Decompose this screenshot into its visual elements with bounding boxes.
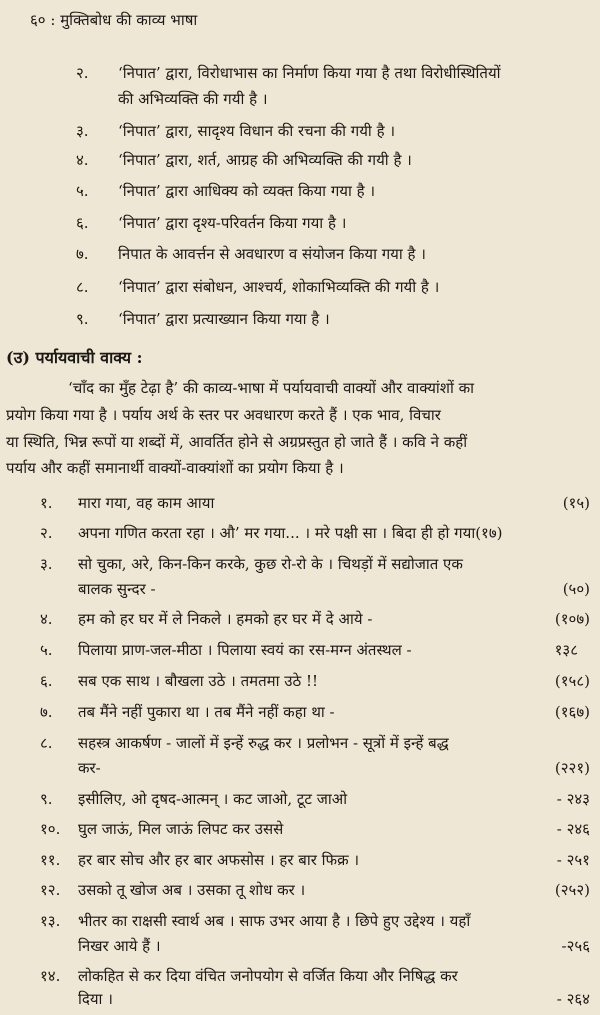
example-reference: -२५६ xyxy=(561,937,590,955)
list-number: २. xyxy=(76,64,89,82)
example-text: बालक सुन्दर - xyxy=(78,580,156,598)
intro-line: या स्थिति, भिन्न रूपों या शब्दों में, आवर्तित होने से अग्रप्रस्तुत हो जाते हैं । कवि ने कहीं xyxy=(6,433,468,451)
example-reference: - २६४ xyxy=(556,990,590,1008)
example-reference: (१५) xyxy=(562,494,590,512)
example-number: १०. xyxy=(40,820,61,838)
list-item: ‘निपात’ द्वारा दृश्य-परिवर्तन किया गया है । xyxy=(118,214,347,232)
list-item: निपात के आवर्त्तन से अवधारण व संयोजन किया गया है । xyxy=(118,245,426,263)
example-number: १४. xyxy=(40,967,61,985)
example-number: ५. xyxy=(40,641,53,659)
example-text: घुल जाऊं, मिल जाऊं लिपट कर उससे xyxy=(78,820,284,838)
intro-line: प्रयोग किया गया है । पर्याय अर्थ के स्तर पर अवधारण करते हैं । एक भाव, विचार xyxy=(6,406,441,424)
example-reference: १३८ xyxy=(554,641,578,659)
page-number: ६० xyxy=(30,11,46,29)
intro-line: पर्याय और कहीं समानार्थी वाक्यों-वाक्यांशों का प्रयोग किया है । xyxy=(6,459,344,477)
list-number: ८. xyxy=(76,278,89,296)
example-number: २. xyxy=(40,524,53,542)
running-title: : मुक्तिबोध की काव्य भाषा xyxy=(50,11,198,29)
example-text: भीतर का राक्षसी स्वार्थ अब । साफ उभर आया है । छिपे हुए उद्देश्य । यहाँ xyxy=(78,912,471,930)
example-text: निखर आये हैं । xyxy=(78,937,161,955)
example-number: ३. xyxy=(40,555,53,573)
example-text: सो चुका, अरे, किन-किन करके, कुछ रो-रो के । चिथड़ों में सद्योजात एक xyxy=(78,555,463,573)
example-number: ७. xyxy=(40,703,53,721)
list-number: ५. xyxy=(76,182,89,200)
list-item: ‘निपात’ द्वारा संबोधन, आश्चर्य, शोकाभिव्यक्ति की गयी है । xyxy=(118,278,440,296)
example-number: १. xyxy=(40,494,53,512)
example-text: अपना गणित करता रहा । औ’ मर गया... । मरे पक्षी सा । बिदा ही हो गया(१७) xyxy=(78,524,503,542)
section-heading: (उ) पर्यायवाची वाक्य : xyxy=(6,348,143,367)
list-number: ६. xyxy=(76,214,89,232)
example-text: इसीलिए, ओ दृषद-आत्मन् । कट जाओ, टूट जाओ xyxy=(78,790,348,808)
example-number: १३. xyxy=(40,912,61,930)
list-item: ‘निपात’ द्वारा आधिक्य को व्यक्त किया गया है । xyxy=(118,182,376,200)
example-number: ६. xyxy=(40,672,53,690)
list-item: ‘निपात’ द्वारा प्रत्याख्यान किया गया है । xyxy=(118,310,330,328)
example-reference: (२५२) xyxy=(554,881,590,899)
list-number: ४. xyxy=(76,151,89,169)
example-text: तब मैंने नहीं पुकारा था । तब मैंने नहीं कहा था - xyxy=(78,703,335,721)
example-text: लोकहित से कर दिया वंचित जनोपयोग से वर्जित किया और निषिद्ध कर xyxy=(78,967,458,985)
example-text: कर- xyxy=(78,759,101,777)
example-text: पिलाया प्राण-जल-मीठा । पिलाया स्वयं का रस-मग्न अंतस्थल - xyxy=(78,641,412,659)
example-reference: (१५८) xyxy=(554,672,590,690)
example-text: सहस्त्र आकर्षण - जालों में इन्हें रुद्ध कर । प्रलोभन - सूत्रों में इन्हें बद्ध xyxy=(78,734,449,752)
example-reference: (२२१) xyxy=(554,759,590,777)
example-reference: (५०) xyxy=(562,580,590,598)
example-number: ९. xyxy=(40,790,53,808)
list-item: ‘निपात’ द्वारा, शर्त, आग्रह की अभिव्यक्ति की गयी है । xyxy=(118,151,412,169)
example-reference: - २४६ xyxy=(556,820,590,838)
list-number: ७. xyxy=(76,245,89,263)
example-number: ४. xyxy=(40,610,53,628)
example-text: मारा गया, वह काम आया xyxy=(78,494,215,512)
page-header xyxy=(30,10,197,30)
list-number: ९. xyxy=(76,310,89,328)
example-reference: - २४३ xyxy=(556,790,590,808)
list-item: ‘निपात’ द्वारा, सादृश्य विधान की रचना की गयी है । xyxy=(118,122,395,140)
list-item: की अभिव्यक्ति की गयी है । xyxy=(118,90,268,108)
example-text: हम को हर घर में ले निकले । हमको हर घर में दे आये - xyxy=(78,610,373,628)
example-reference: (१६७) xyxy=(554,703,590,721)
example-number: १२. xyxy=(40,881,61,899)
example-number: ८. xyxy=(40,734,53,752)
example-number: ११. xyxy=(40,851,61,869)
intro-line: ‘चाँद का मुँह टेढ़ा है’ की काव्य-भाषा में पर्यायवाची वाक्यों और वाक्यांशों का xyxy=(68,379,475,397)
example-text: सब एक साथ । बौखला उठे । तमतमा उठे !! xyxy=(78,672,319,690)
example-reference: - २५१ xyxy=(556,851,590,869)
example-text: दिया । xyxy=(78,990,113,1008)
example-reference: (१०७) xyxy=(554,610,590,628)
list-number: ३. xyxy=(76,122,89,140)
example-text: हर बार सोच और हर बार अफसोस । हर बार फिक्र । xyxy=(78,851,360,869)
list-item: ‘निपात’ द्वारा, विरोधाभास का निर्माण किया गया है तथा विरोधीस्थितियों xyxy=(118,64,501,82)
example-text: उसको तू खोज अब । उसका तू शोध कर । xyxy=(78,881,306,899)
